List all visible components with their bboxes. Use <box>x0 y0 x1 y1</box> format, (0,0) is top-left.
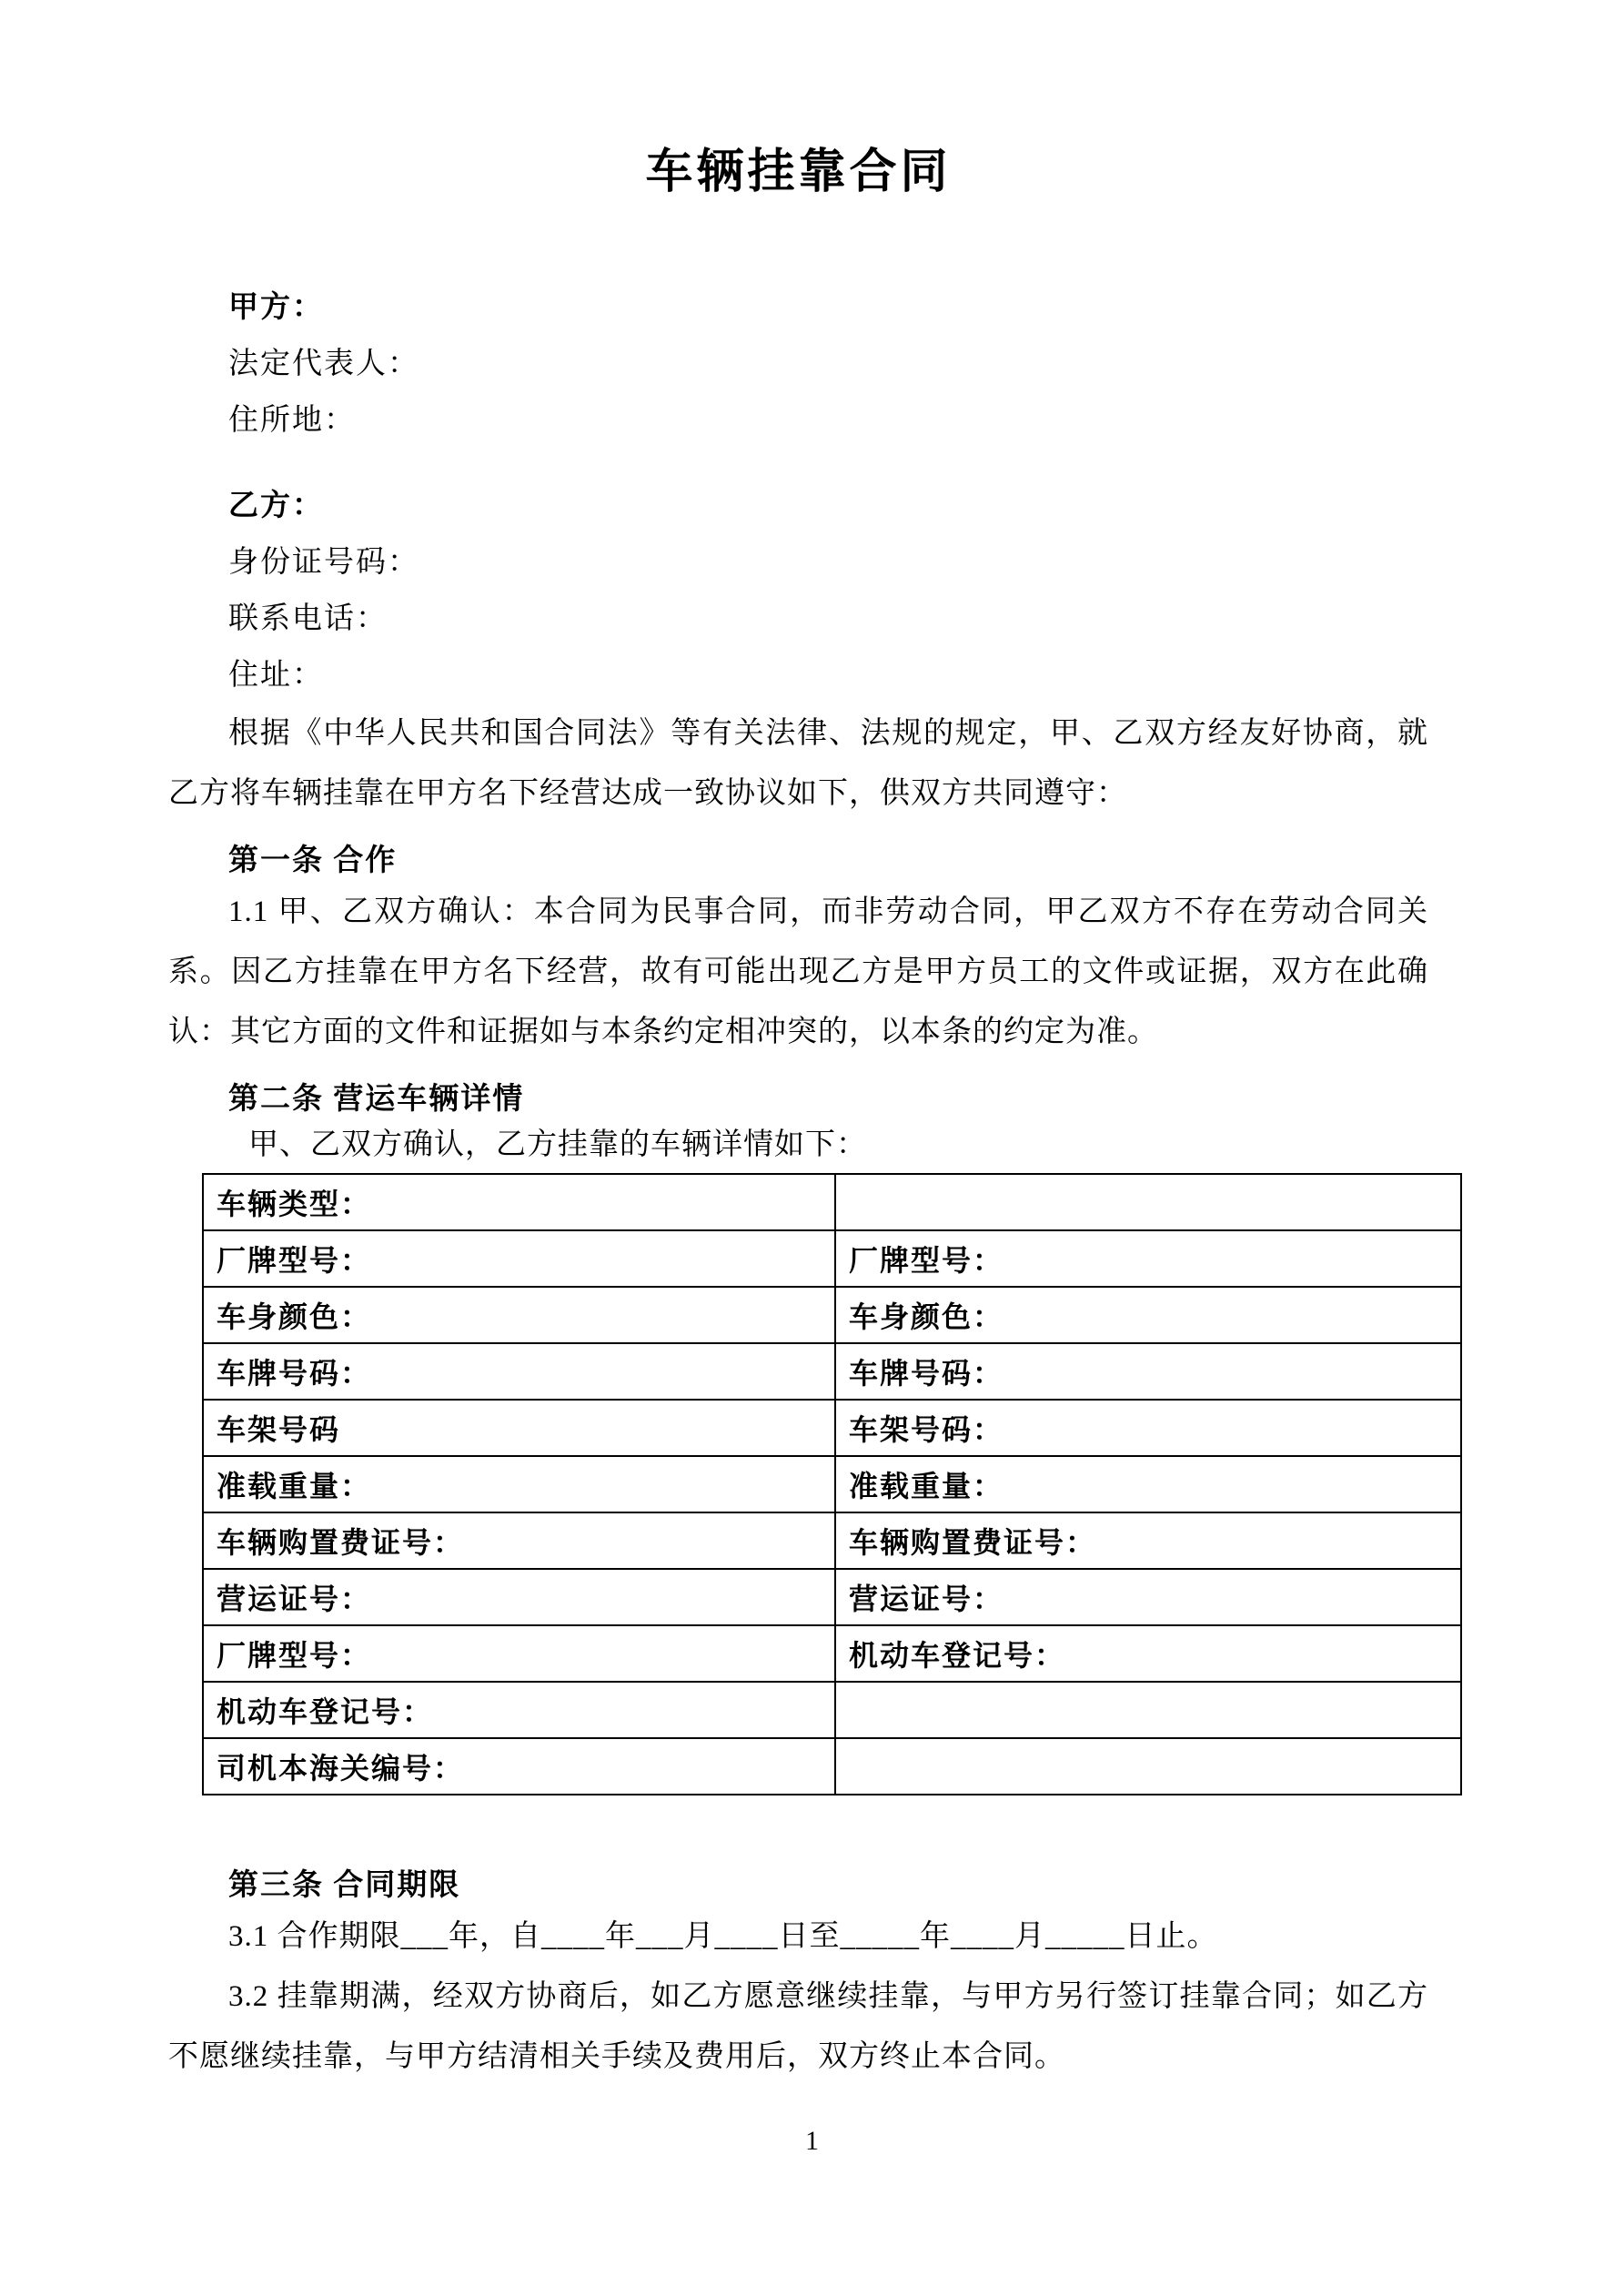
table-cell-label: 车辆购置费证号： <box>203 1512 835 1569</box>
article-1-heading: 第一条 合作 <box>228 845 398 877</box>
table-row <box>203 1738 1461 1795</box>
table-cell-value <box>835 1174 1461 1230</box>
party-block-spacer <box>168 449 1428 478</box>
clause-3-2-paragraph: 3.2 挂靠期满，经双方协商后，如乙方愿意继续挂靠，与甲方另行签订挂靠合同；如乙方不愿继续挂靠，与甲方结清相关手续及费用后，双方终止本合同。 <box>168 1980 1428 2073</box>
table-cell-label: 营运证号： <box>203 1569 835 1625</box>
article-3-heading: 第三条 合同期限 <box>228 1869 461 1902</box>
party-b-label: 乙方： <box>228 490 324 522</box>
table-cell-label: 车架号码： <box>835 1400 1461 1456</box>
table-cell-value <box>835 1738 1461 1795</box>
table-row <box>203 1682 1461 1738</box>
party-a-address-label: 住所地： <box>228 404 356 437</box>
table-cell-label: 厂牌型号： <box>203 1230 835 1287</box>
table-cell-label: 营运证号： <box>835 1569 1461 1625</box>
table-row <box>203 1343 1461 1400</box>
table-cell-label: 司机本海关编号： <box>203 1738 835 1795</box>
table-row <box>203 1456 1461 1512</box>
table-cell-label: 车身颜色： <box>835 1287 1461 1343</box>
table-row <box>203 1625 1461 1682</box>
table-cell-label: 车牌号码： <box>835 1343 1461 1400</box>
table-row <box>203 1174 1461 1230</box>
table-cell-label: 准载重量： <box>203 1456 835 1512</box>
clause-1-1-paragraph: 1.1 甲、乙双方确认：本合同为民事合同，而非劳动合同，甲乙双方不存在劳动合同关系。因乙方挂靠在甲方名下经营，故有可能出现乙方是甲方员工的文件或证据，双方在此确认：其它方面的文件和证据如与本条约定相冲突的，以本条的约定为准。 <box>168 895 1428 1048</box>
preamble-paragraph: 根据《中华人民共和国合同法》等有关法律、法规的规定，甲、乙双方经友好协商，就乙方将车辆挂靠在甲方名下经营达成一致协议如下，供双方共同遵守： <box>168 717 1428 810</box>
party-a-label: 甲方： <box>228 291 324 324</box>
page-content <box>168 0 1428 2087</box>
table-row <box>203 1512 1461 1569</box>
party-b-id-label: 身份证号码： <box>228 546 419 579</box>
table-cell-label: 车辆购置费证号： <box>835 1512 1461 1569</box>
table-cell-label: 厂牌型号： <box>203 1625 835 1682</box>
table-cell-value <box>835 1682 1461 1738</box>
table-row <box>203 1230 1461 1287</box>
vehicle-details-table <box>202 1173 1462 1795</box>
party-a-legal-rep-label: 法定代表人： <box>228 348 419 380</box>
party-b-phone-label: 联系电话： <box>228 602 388 635</box>
clause-3-1-paragraph: 3.1 合作期限___年，自____年___月____日至_____年____月_____日止。 <box>228 1920 1218 1953</box>
document-title: 车辆挂靠合同 <box>645 147 952 198</box>
table-cell-label: 准载重量： <box>835 1456 1461 1512</box>
table-row <box>203 1569 1461 1625</box>
article-2-heading: 第二条 营运车辆详情 <box>228 1083 525 1116</box>
table-cell-label: 车架号码 <box>203 1400 835 1456</box>
parties-block <box>168 279 1428 703</box>
table-row <box>203 1287 1461 1343</box>
table-row <box>203 1400 1461 1456</box>
article-2-lead-in: 甲、乙双方确认，乙方挂靠的车辆详情如下： <box>248 1128 867 1161</box>
table-cell-label: 车牌号码： <box>203 1343 835 1400</box>
page-number: 1 <box>805 2126 819 2156</box>
table-cell-label: 车辆类型： <box>203 1174 835 1230</box>
table-cell-label: 机动车登记号： <box>203 1682 835 1738</box>
table-cell-label: 厂牌型号： <box>835 1230 1461 1287</box>
table-cell-label: 机动车登记号： <box>835 1625 1461 1682</box>
party-b-address-label: 住址： <box>228 659 324 692</box>
table-cell-label: 车身颜色： <box>203 1287 835 1343</box>
